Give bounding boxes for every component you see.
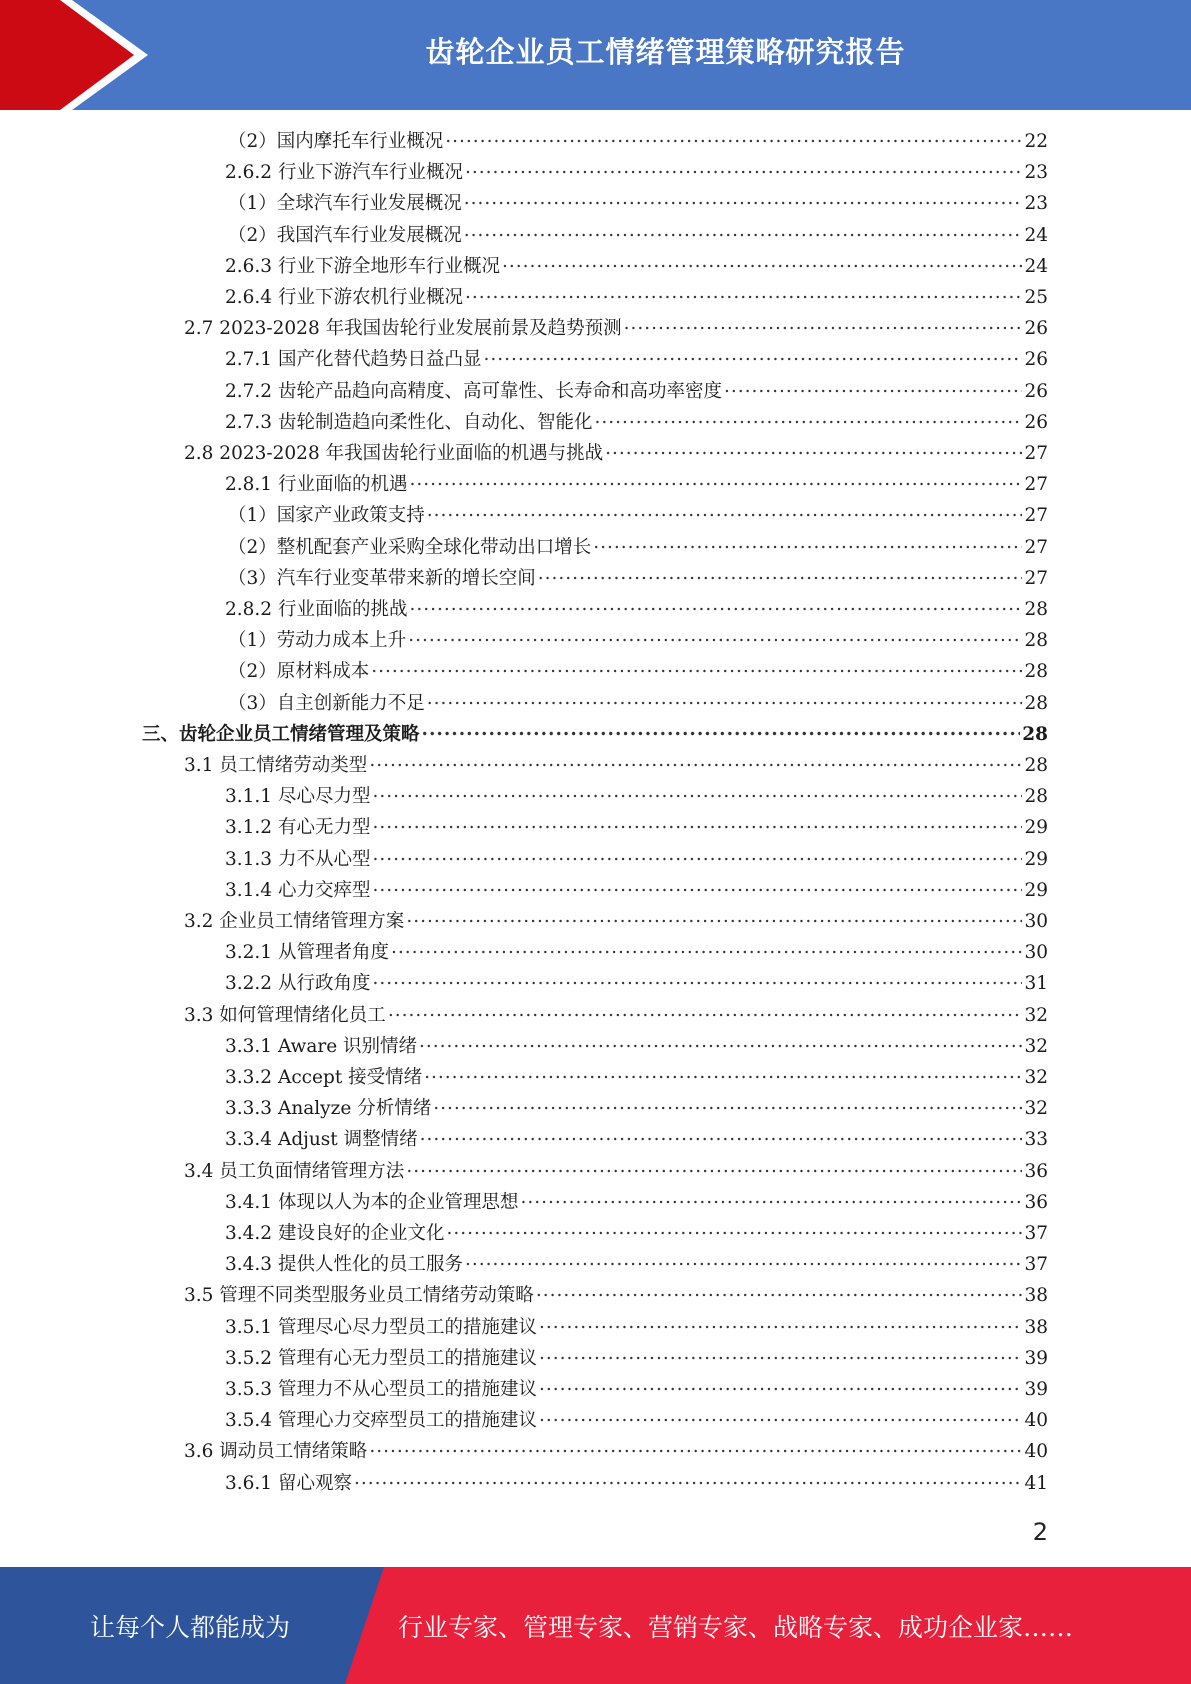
toc-dot-leader <box>408 628 1022 647</box>
toc-entry[interactable] <box>225 408 1048 439</box>
toc-entry-page: 28 <box>1024 661 1048 683</box>
toc-entry-label: 3.3 如何管理情绪化员工 <box>184 1004 386 1026</box>
toc-entry[interactable] <box>225 1406 1048 1437</box>
toc-entry-label: 3.2.2 从行政角度 <box>225 973 371 995</box>
toc-entry[interactable] <box>228 501 1048 532</box>
toc-dot-leader <box>465 285 1022 304</box>
toc-dot-leader <box>409 472 1022 491</box>
toc-dot-leader <box>539 1314 1022 1333</box>
toc-entry-page: 28 <box>1024 599 1048 620</box>
page-footer <box>0 1567 1191 1684</box>
toc-entry[interactable] <box>225 938 1048 969</box>
toc-entry-label: 3.3.3 Analyze 分析情绪 <box>225 1098 432 1120</box>
toc-entry[interactable] <box>228 657 1048 688</box>
toc-entry-page: 28 <box>1024 786 1048 808</box>
toc-dot-leader <box>406 909 1022 928</box>
toc-entry-page: 23 <box>1024 162 1048 184</box>
toc-dot-leader <box>372 815 1022 834</box>
toc-dot-leader <box>594 409 1022 428</box>
toc-entry-page: 32 <box>1024 1098 1048 1120</box>
toc-entry-page: 29 <box>1024 848 1048 870</box>
toc-entry-label: 2.6.2 行业下游汽车行业概况 <box>225 162 463 184</box>
toc-entry[interactable] <box>225 1063 1048 1094</box>
toc-entry[interactable] <box>225 1313 1048 1344</box>
toc-entry-page: 26 <box>1024 349 1048 371</box>
toc-entry-page: 36 <box>1024 1191 1048 1213</box>
toc-dot-leader <box>372 971 1022 990</box>
toc-entry-label: 2.7 2023-2028 年我国齿轮行业发展前景及趋势预测 <box>184 318 622 340</box>
toc-entry-page: 28 <box>1024 692 1048 714</box>
toc-entry[interactable] <box>228 221 1048 252</box>
toc-entry-page: 27 <box>1024 474 1048 496</box>
toc-dot-leader <box>372 877 1022 896</box>
toc-entry-label: 3.5.3 管理力不从心型员工的措施建议 <box>225 1379 537 1400</box>
toc-entry-label: 3.3.4 Adjust 调整情绪 <box>225 1129 418 1151</box>
toc-dot-leader <box>433 1096 1022 1115</box>
toc-entry-page: 32 <box>1024 1035 1048 1057</box>
toc-entry-label: （1）劳动力成本上升 <box>228 630 407 652</box>
toc-entry-label: 3.5.2 管理有心无力型员工的措施建议 <box>225 1347 537 1369</box>
toc-entry-page: 32 <box>1024 1067 1048 1088</box>
toc-entry[interactable] <box>225 1094 1048 1125</box>
toc-entry[interactable] <box>184 907 1048 938</box>
toc-dot-leader <box>422 721 1021 740</box>
toc-entry[interactable] <box>225 470 1048 501</box>
toc-entry[interactable] <box>225 782 1048 813</box>
toc-entry[interactable] <box>225 1125 1048 1156</box>
toc-entry-page: 27 <box>1024 443 1048 464</box>
toc-entry[interactable] <box>225 876 1048 907</box>
toc-entry[interactable] <box>225 1344 1048 1375</box>
toc-dot-leader <box>593 534 1022 553</box>
toc-entry-label: 3.4.3 提供人性化的员工服务 <box>225 1254 463 1276</box>
toc-dot-leader <box>371 659 1022 678</box>
toc-entry[interactable] <box>228 626 1048 657</box>
toc-entry-label: 3.1.1 尽心尽力型 <box>225 786 371 808</box>
toc-entry-page: 31 <box>1024 973 1048 995</box>
toc-entry[interactable] <box>225 377 1048 408</box>
toc-entry-label: 3.1.4 心力交瘁型 <box>225 879 371 901</box>
toc-entry[interactable] <box>184 1437 1048 1468</box>
toc-dot-leader <box>372 784 1022 803</box>
toc-dot-leader <box>539 1345 1022 1364</box>
toc-entry-page: 40 <box>1024 1441 1048 1463</box>
toc-entry-label: 3.2.1 从管理者角度 <box>225 942 389 964</box>
toc-entry[interactable] <box>225 158 1048 189</box>
toc-entry-page: 29 <box>1024 879 1048 901</box>
toc-entry-label: 3.1.2 有心无力型 <box>225 817 371 839</box>
toc-dot-leader <box>372 846 1022 865</box>
toc-dot-leader <box>539 1408 1022 1427</box>
toc-dot-leader <box>464 191 1023 210</box>
toc-dot-leader <box>419 1033 1022 1052</box>
toc-entry[interactable] <box>225 845 1048 876</box>
toc-entry-label: 3.4 员工负面情绪管理方法 <box>184 1160 405 1182</box>
footer-slogan-left: 让每个人都能成为 <box>89 1612 290 1642</box>
toc-entry[interactable] <box>225 969 1048 1000</box>
toc-entry-page: 32 <box>1024 1004 1048 1026</box>
toc-entry[interactable] <box>184 1157 1048 1188</box>
toc-entry-label: 3.6.1 留心观察 <box>225 1472 352 1494</box>
toc-entry-label: （3）汽车行业变革带来新的增长空间 <box>228 567 536 589</box>
toc-entry[interactable] <box>184 314 1048 345</box>
toc-entry[interactable] <box>228 127 1048 158</box>
toc-entry-label: （2）整机配套产业采购全球化带动出口增长 <box>228 536 592 558</box>
toc-entry-label: 三、齿轮企业员工情绪管理及策略 <box>142 723 420 745</box>
toc-entry-page: 33 <box>1024 1129 1048 1151</box>
toc-entry-page: 27 <box>1024 536 1048 558</box>
toc-entry-page: 38 <box>1024 1285 1048 1307</box>
toc-entry-page: 22 <box>1024 131 1048 152</box>
toc-entry-page: 26 <box>1024 318 1048 340</box>
toc-entry[interactable] <box>225 1032 1048 1063</box>
toc-entry-page: 28 <box>1022 723 1048 745</box>
toc-entry[interactable] <box>228 189 1048 220</box>
toc-entry[interactable] <box>225 1375 1048 1406</box>
toc-entry[interactable] <box>184 439 1048 470</box>
toc-dot-leader <box>502 253 1022 272</box>
toc-dot-leader <box>424 1065 1022 1084</box>
toc-dot-leader <box>445 129 1022 148</box>
toc-dot-leader <box>406 1158 1022 1177</box>
toc-dot-leader <box>483 347 1022 366</box>
toc-entry-label: （1）全球汽车行业发展概况 <box>228 193 462 215</box>
toc-dot-leader <box>354 1470 1023 1489</box>
toc-dot-leader <box>465 1252 1022 1271</box>
toc-entry-label: （3）自主创新能力不足 <box>228 692 425 714</box>
toc-entry-label: （2）我国汽车行业发展概况 <box>228 224 462 246</box>
toc-entry-page: 30 <box>1024 942 1048 964</box>
toc-entry-page: 28 <box>1024 755 1048 776</box>
toc-entry[interactable] <box>225 252 1048 283</box>
toc-entry[interactable] <box>184 1281 1048 1312</box>
toc-entry[interactable] <box>225 595 1048 626</box>
toc-entry-label: 3.2 企业员工情绪管理方案 <box>184 911 405 932</box>
page-header <box>0 0 1191 110</box>
toc-entry[interactable] <box>184 751 1048 782</box>
toc-entry-label: 3.3.2 Accept 接受情绪 <box>225 1067 423 1088</box>
toc-entry-page: 27 <box>1024 505 1048 527</box>
toc-entry[interactable] <box>225 1469 1048 1500</box>
toc-entry-page: 39 <box>1024 1347 1048 1369</box>
toc-entry[interactable] <box>225 345 1048 376</box>
toc-dot-leader <box>465 160 1022 179</box>
toc-entry-label: 2.8 2023-2028 年我国齿轮行业面临的机遇与挑战 <box>184 443 604 464</box>
toc-entry-page: 29 <box>1024 817 1048 839</box>
toc-dot-leader <box>539 1377 1022 1396</box>
toc-entry-page: 26 <box>1024 411 1048 433</box>
toc-entry-label: 3.1 员工情绪劳动类型 <box>184 755 368 776</box>
toc-entry-label: 3.5 管理不同类型服务业员工情绪劳动策略 <box>184 1285 534 1307</box>
toc-entry-label: 2.6.4 行业下游农机行业概况 <box>225 287 463 308</box>
toc-entry[interactable] <box>142 720 1048 751</box>
toc-entry-label: （2）国内摩托车行业概况 <box>228 131 444 152</box>
toc-entry-label: 2.7.3 齿轮制造趋向柔性化、自动化、智能化 <box>225 411 593 433</box>
toc-entry-page: 41 <box>1024 1472 1048 1494</box>
toc-dot-leader <box>446 1221 1022 1240</box>
footer-slogan-right: 行业专家、管理专家、营销专家、战略专家、成功企业家…… <box>398 1612 1074 1642</box>
toc-dot-leader <box>409 597 1022 616</box>
toc-dot-leader <box>538 565 1023 584</box>
toc-entry[interactable] <box>225 1188 1048 1219</box>
toc-entry-label: 3.3.1 Aware 识别情绪 <box>225 1035 418 1057</box>
toc-entry-page: 23 <box>1024 193 1048 215</box>
toc-entry[interactable] <box>184 1001 1048 1032</box>
toc-entry-label: 3.6 调动员工情绪策略 <box>184 1441 368 1463</box>
toc-entry-label: 3.4.2 建设良好的企业文化 <box>225 1223 445 1244</box>
toc-entry-label: 3.1.3 力不从心型 <box>225 848 371 870</box>
toc-entry-label: 2.7.1 国产化替代趋势日益凸显 <box>225 349 482 371</box>
toc-entry[interactable] <box>225 283 1048 314</box>
toc-entry-page: 37 <box>1024 1254 1048 1276</box>
toc-dot-leader <box>427 503 1023 522</box>
toc-entry-page: 25 <box>1024 287 1048 308</box>
toc-entry-label: 2.6.3 行业下游全地形车行业概况 <box>225 255 500 277</box>
toc-entry-page: 30 <box>1024 911 1048 932</box>
toc-entry-page: 36 <box>1024 1160 1048 1182</box>
toc-entry-page: 38 <box>1024 1316 1048 1338</box>
toc-entry[interactable] <box>228 533 1048 564</box>
toc-entry-label: 3.4.1 体现以人为本的企业管理思想 <box>225 1191 519 1213</box>
toc-entry-page: 28 <box>1024 630 1048 652</box>
page-number: 2 <box>1032 1518 1048 1546</box>
toc-entry-page: 37 <box>1024 1223 1048 1244</box>
toc-dot-leader <box>464 222 1023 241</box>
toc-dot-leader <box>724 378 1022 397</box>
toc-entry-page: 39 <box>1024 1379 1048 1400</box>
toc-dot-leader <box>369 753 1022 772</box>
toc-entry-page: 27 <box>1024 567 1048 589</box>
toc-entry[interactable] <box>225 813 1048 844</box>
toc-dot-leader <box>624 316 1023 335</box>
toc-entry-label: （1）国家产业政策支持 <box>228 505 425 527</box>
toc-dot-leader <box>369 1439 1022 1458</box>
toc-entry[interactable] <box>228 689 1048 720</box>
toc-entry-page: 40 <box>1024 1410 1048 1432</box>
toc-dot-leader <box>605 441 1022 460</box>
toc-dot-leader <box>388 1002 1023 1021</box>
toc-entry-label: 2.8.1 行业面临的机遇 <box>225 474 408 496</box>
report-title: 齿轮企业员工情绪管理策略研究报告 <box>425 34 906 69</box>
toc-dot-leader <box>391 940 1022 959</box>
toc-entry-label: 2.7.2 齿轮产品趋向高精度、高可靠性、长寿命和高功率密度 <box>225 380 722 402</box>
toc-entry-page: 26 <box>1024 380 1048 402</box>
toc-dot-leader <box>520 1189 1022 1208</box>
toc-entry-label: （2）原材料成本 <box>228 661 370 683</box>
toc-dot-leader <box>536 1283 1023 1302</box>
toc-entry-label: 3.5.4 管理心力交瘁型员工的措施建议 <box>225 1410 537 1432</box>
toc-dot-leader <box>427 690 1023 709</box>
toc-entry-label: 2.8.2 行业面临的挑战 <box>225 599 408 620</box>
toc-entry-page: 24 <box>1024 255 1048 277</box>
toc-entry[interactable] <box>225 1250 1048 1281</box>
toc-entry-page: 24 <box>1024 224 1048 246</box>
toc-dot-leader <box>420 1127 1023 1146</box>
toc-entry[interactable] <box>225 1219 1048 1250</box>
toc-entry-label: 3.5.1 管理尽心尽力型员工的措施建议 <box>225 1316 537 1338</box>
toc-entry[interactable] <box>228 564 1048 595</box>
